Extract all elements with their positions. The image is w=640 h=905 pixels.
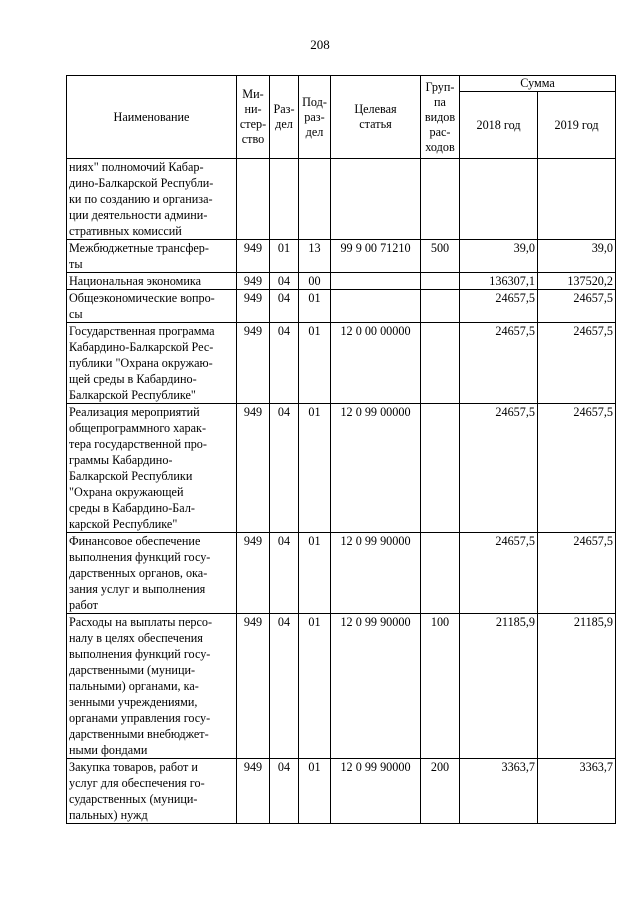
cell-target-article: 12 0 00 00000 — [331, 323, 421, 404]
cell-subsection: 01 — [299, 533, 331, 614]
cell-ministry: 949 — [237, 614, 270, 759]
cell-name: Государственная программа Кабардино-Балкарской Рес- публики "Охрана окружаю- щей среды в Кабардино- Балкарской Республике" — [67, 323, 237, 404]
cell-section: 04 — [270, 533, 299, 614]
cell-name: ниях" полномочий Кабар- дино-Балкарской Республи- ки по созданию и организа- ции деятельности админи- стративных комиссий — [67, 159, 237, 240]
cell-sum-2018: 24657,5 — [460, 533, 538, 614]
header-year-2018: 2018 год — [460, 92, 538, 159]
header-target-article: Целевая статья — [331, 76, 421, 159]
header-section: Раз- дел — [270, 76, 299, 159]
cell-section: 04 — [270, 614, 299, 759]
cell-name: Национальная экономика — [67, 273, 237, 290]
cell-target-article: 12 0 99 90000 — [331, 533, 421, 614]
cell-subsection: 01 — [299, 614, 331, 759]
cell-expense-group — [421, 404, 460, 533]
cell-sum-2019: 24657,5 — [538, 290, 616, 323]
cell-expense-group — [421, 159, 460, 240]
cell-name: Финансовое обеспечение выполнения функций госу- дарственных органов, ока- зания услуг и выполнения работ — [67, 533, 237, 614]
cell-subsection: 13 — [299, 240, 331, 273]
cell-target-article: 99 9 00 71210 — [331, 240, 421, 273]
cell-sum-2018: 3363,7 — [460, 759, 538, 824]
cell-expense-group — [421, 533, 460, 614]
cell-sum-2018: 24657,5 — [460, 290, 538, 323]
page-number: 208 — [310, 37, 330, 52]
cell-section: 04 — [270, 290, 299, 323]
header-name: Наименование — [67, 76, 237, 159]
cell-sum-2019: 39,0 — [538, 240, 616, 273]
cell-ministry: 949 — [237, 290, 270, 323]
cell-name: Межбюджетные трансфер- ты — [67, 240, 237, 273]
cell-sum-2018: 21185,9 — [460, 614, 538, 759]
cell-sum-2018: 136307,1 — [460, 273, 538, 290]
cell-sum-2018: 24657,5 — [460, 404, 538, 533]
cell-target-article: 12 0 99 90000 — [331, 759, 421, 824]
cell-sum-2018: 24657,5 — [460, 323, 538, 404]
table-row — [67, 404, 616, 533]
table-row — [67, 159, 616, 240]
cell-sum-2019 — [538, 159, 616, 240]
cell-target-article: 12 0 99 00000 — [331, 404, 421, 533]
cell-expense-group: 100 — [421, 614, 460, 759]
table-row — [67, 273, 616, 290]
table-row — [67, 614, 616, 759]
header-ministry: Ми- ни- стер- ство — [237, 76, 270, 159]
cell-ministry — [237, 159, 270, 240]
cell-sum-2018: 39,0 — [460, 240, 538, 273]
cell-section — [270, 159, 299, 240]
cell-section: 04 — [270, 273, 299, 290]
header-sum: Сумма — [460, 76, 616, 92]
cell-target-article — [331, 159, 421, 240]
cell-name: Закупка товаров, работ и услуг для обеспечения го- сударственных (муници- пальных) нужд — [67, 759, 237, 824]
cell-ministry: 949 — [237, 759, 270, 824]
cell-expense-group — [421, 323, 460, 404]
cell-expense-group — [421, 290, 460, 323]
cell-subsection: 01 — [299, 323, 331, 404]
cell-sum-2019: 24657,5 — [538, 404, 616, 533]
header-subsection: Под- раз- дел — [299, 76, 331, 159]
cell-ministry: 949 — [237, 323, 270, 404]
cell-target-article: 12 0 99 90000 — [331, 614, 421, 759]
cell-sum-2019: 137520,2 — [538, 273, 616, 290]
cell-sum-2019: 24657,5 — [538, 323, 616, 404]
table-row — [67, 533, 616, 614]
cell-section: 04 — [270, 759, 299, 824]
cell-sum-2019: 24657,5 — [538, 533, 616, 614]
cell-ministry: 949 — [237, 240, 270, 273]
cell-target-article — [331, 290, 421, 323]
cell-subsection: 01 — [299, 404, 331, 533]
cell-subsection: 01 — [299, 290, 331, 323]
cell-section: 01 — [270, 240, 299, 273]
cell-sum-2019: 21185,9 — [538, 614, 616, 759]
cell-sum-2019: 3363,7 — [538, 759, 616, 824]
table-row — [67, 323, 616, 404]
cell-name: Реализация мероприятий общепрограммного харак- тера государственной про- граммы Кабардино- Балкарской Республики "Охрана окружающей среды в Кабардино-Бал- карской Республике" — [67, 404, 237, 533]
table-row — [67, 759, 616, 824]
cell-name: Расходы на выплаты персо- налу в целях обеспечения выполнения функций госу- дарственными (муници- пальными) органами, ка- зенными учреждениями, органами управления госу- дарственными внебюджет- ными фондами — [67, 614, 237, 759]
cell-target-article — [331, 273, 421, 290]
cell-section: 04 — [270, 404, 299, 533]
cell-ministry: 949 — [237, 404, 270, 533]
budget-table — [66, 75, 616, 824]
cell-subsection — [299, 159, 331, 240]
cell-section: 04 — [270, 323, 299, 404]
cell-ministry: 949 — [237, 273, 270, 290]
cell-ministry: 949 — [237, 533, 270, 614]
cell-subsection: 01 — [299, 759, 331, 824]
header-year-2019: 2019 год — [538, 92, 616, 159]
cell-sum-2018 — [460, 159, 538, 240]
cell-expense-group: 500 — [421, 240, 460, 273]
cell-expense-group: 200 — [421, 759, 460, 824]
header-expense-group: Груп- па видов рас- ходов — [421, 76, 460, 159]
table-row — [67, 240, 616, 273]
table-row — [67, 290, 616, 323]
cell-name: Общеэкономические вопро- сы — [67, 290, 237, 323]
cell-expense-group — [421, 273, 460, 290]
cell-subsection: 00 — [299, 273, 331, 290]
